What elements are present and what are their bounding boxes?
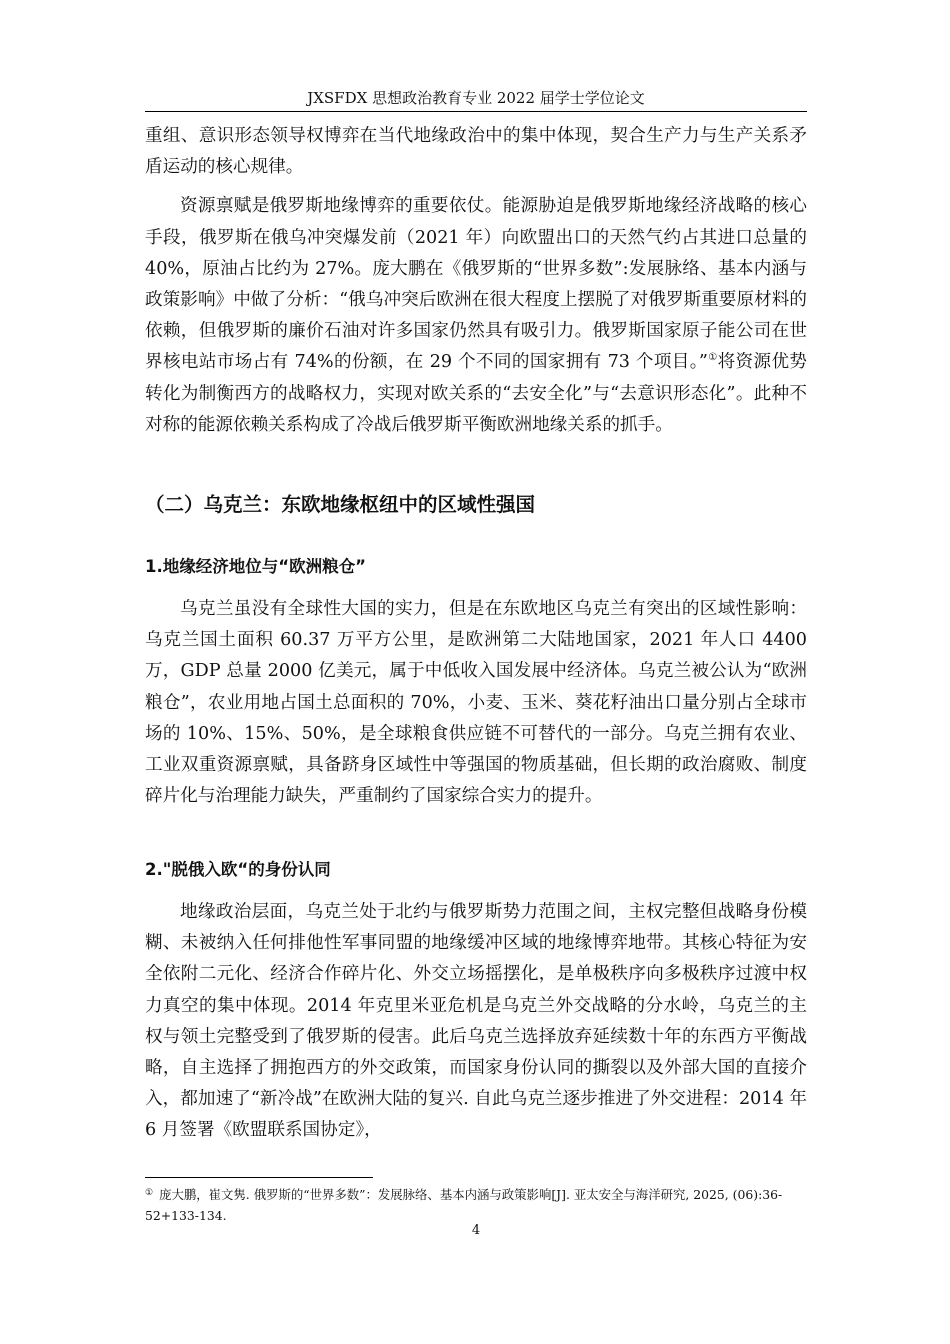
running-header: JXSFDX 思想政治教育专业 2022 届学士学位论文 <box>307 89 645 107</box>
footnote-text: 庞大鹏，崔文隽. 俄罗斯的“世界多数”：发展脉络、基本内涵与政策影响[J]. 亚太安全与海洋研究, 2025, (06):36-52+133-134. <box>145 1187 783 1223</box>
footnote-ref[interactable]: ① <box>707 352 718 364</box>
subsection-heading-1: 1.地缘经济地位与“欧洲粮仓” <box>145 557 366 576</box>
body-block-2 <box>145 594 807 812</box>
paragraph-resources-text: 资源禀赋是俄罗斯地缘博弈的重要依仗。能源胁迫是俄罗斯地缘经济战略的核心手段，俄罗斯在俄乌冲突爆发前（2021 年）向欧盟出口的天然气约占其进口总量的 40%，原油占比约为 27%。庞大鹏在《俄罗斯的“世界多数”:发展脉络、基本内涵与政策影响》中做了分析：“俄乌冲突后欧洲在很大程度上摆脱了对俄罗斯重要原材料的依赖，但俄罗斯的廉价石油对许多国家仍然具有吸引力。俄罗斯国家原子能公司在世界核电站市场占有 74%的份额，在 29 个不同的国家拥有 73 个项目。” <box>145 196 807 373</box>
footnote-mark: ① <box>145 1188 154 1198</box>
paragraph-resources-text-after: 将资源优势转化为制衡西方的战略权力，实现对欧关系的“去安全化”与“去意识形态化”。此种不对称的能源依赖关系构成了冷战后俄罗斯平衡欧洲地缘关系的抓手。 <box>145 352 807 435</box>
body-block-1 <box>145 121 807 441</box>
paragraph-resources <box>145 191 807 441</box>
footnote <box>145 1184 807 1226</box>
paragraph-ukraine-identity: 地缘政治层面，乌克兰处于北约与俄罗斯势力范围之间，主权完整但战略身份模糊、未被纳入任何排他性军事同盟的地缘缓冲区域的地缘博弈地带。其核心特征为安全依附二元化、经济合作碎片化、外交立场摇摆化，是单极秩序向多极秩序过渡中权力真空的集中体现。2014 年克里米亚危机是乌克兰外交战略的分水岭，乌克兰的主权与领土完整受到了俄罗斯的侵害。此后乌克兰选择放弃延续数十年的东西方平衡战略，自主选择了拥抱西方的外交政策，而国家身份认同的撕裂以及外部大国的直接介入，都加速了“新冷战”在欧洲大陆的复兴. 自此乌克兰逐步推进了外交进程：2014 年 6 月签署《欧盟联系国协定》， <box>145 902 807 1141</box>
section-heading: （二）乌克兰：东欧地缘枢纽中的区域性强国 <box>145 493 536 516</box>
page-number: 4 <box>471 1223 481 1238</box>
paragraph-ukraine-economy: 乌克兰虽没有全球性大国的实力，但是在东欧地区乌克兰有突出的区域性影响：乌克兰国土面积 60.37 万平方公里，是欧洲第二大陆地国家，2021 年人口 4400 万，GDP 总量 2000 亿美元，属于中低收入国发展中经济体。乌克兰被公认为“欧洲粮仓”，农业用地占国土总面积的 70%，小麦、玉米、葵花籽油出口量分别占全球市场的 10%、15%、50%，是全球粮食供应链不可替代的一部分。乌克兰拥有农业、工业双重资源禀赋，具备跻身区域性中等强国的物质基础，但长期的政治腐败、制度碎片化与治理能力缺失，严重制约了国家综合实力的提升。 <box>145 599 807 807</box>
subsection-heading-2: 2."脱俄入欧“的身份认同 <box>145 860 331 879</box>
body-block-3 <box>145 897 807 1147</box>
footnote-rule <box>145 1177 373 1178</box>
header-rule <box>145 111 807 112</box>
paragraph-continuation: 重组、意识形态领导权博弈在当代地缘政治中的集中体现，契合生产力与生产关系矛盾运动的核心规律。 <box>145 126 807 178</box>
